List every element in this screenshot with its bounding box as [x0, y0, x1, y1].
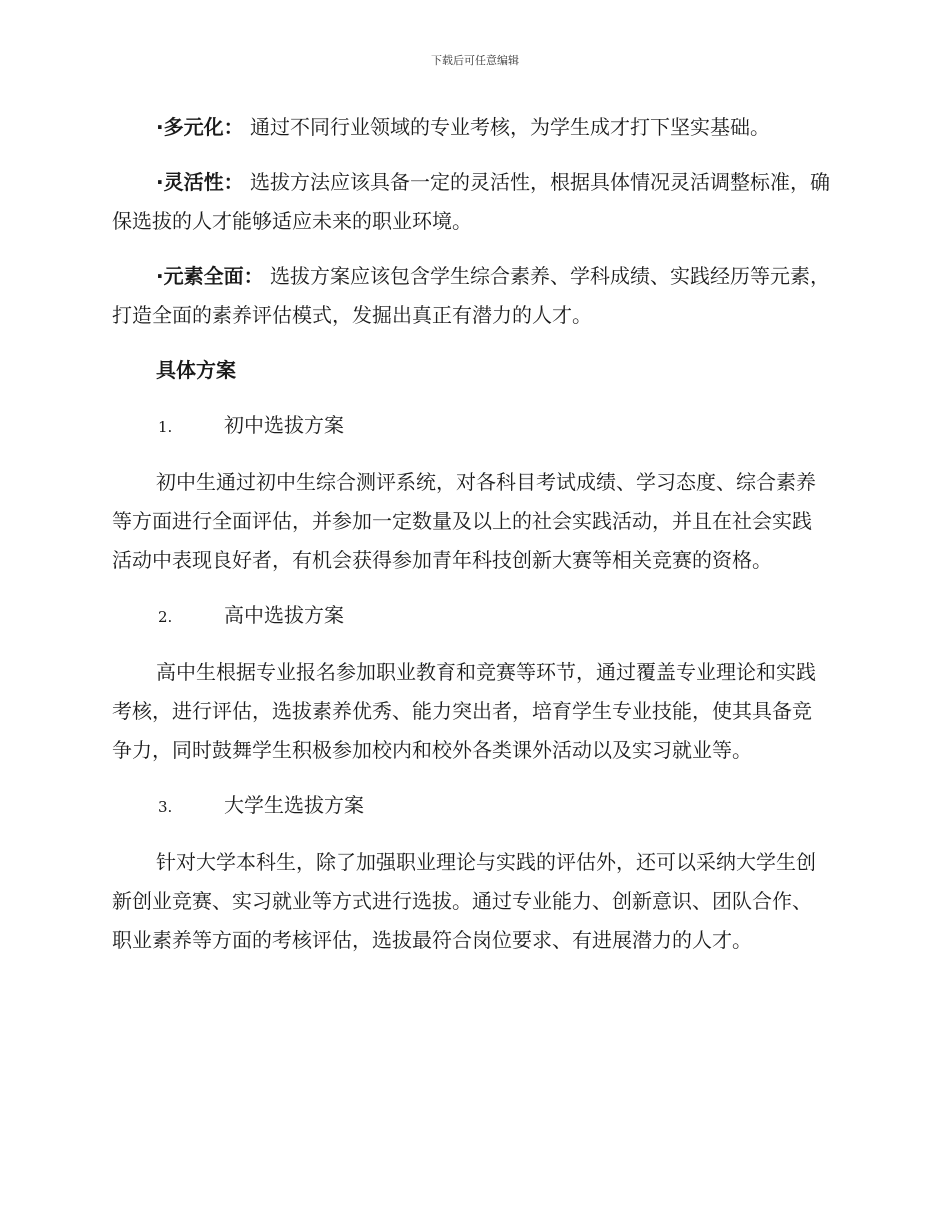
bullet-text: 通过不同行业领域的专业考核，为学生成才打下坚实基础。: [249, 115, 770, 139]
page-header: 下载后可任意编辑: [431, 54, 519, 67]
plan-title: 初中选拔方案: [224, 413, 344, 437]
plan-body-senior: 高中生根据专业报名参加职业教育和竞赛等环节，通过覆盖专业理论和实践考核，进行评估，选拔素养优秀、能力突出者，培育学生专业技能，使其具备竞争力，同时鼓舞学生积极参加校内和校外各类课外活动以及实习就业等。: [112, 660, 816, 762]
plan-heading-university: [112, 786, 830, 827]
plan-body-university: 针对大学本科生，除了加强职业理论与实践的评估外，还可以采纳大学生创新创业竞赛、实习就业等方式进行选拔。通过专业能力、创新意识、团队合作、职业素养等方面的考核评估，选拔最符合岗位要求、有进展潜力的人才。: [112, 850, 816, 952]
bullet-title: 灵活性：: [163, 170, 244, 194]
bullet-flexibility: [112, 163, 830, 241]
bullet-marker: ·: [156, 170, 164, 194]
bullet-comprehensive: [112, 257, 830, 335]
bullet-title: 多元化：: [163, 115, 244, 139]
bullet-marker: ·: [156, 264, 164, 288]
bullet-text: 选拔方法应该具备一定的灵活性，根据具体情况灵活调整标准，确保选拔的人才能够适应未来的职业环境。: [112, 170, 830, 233]
plan-body-junior: 初中生通过初中生综合测评系统，对各科目考试成绩、学习态度、综合素养等方面进行全面评估，并参加一定数量及以上的社会实践活动，并且在社会实践活动中表现良好者，有机会获得参加青年科技创新大赛等相关竞赛的资格。: [112, 470, 816, 572]
bullet-marker: ·: [156, 115, 164, 139]
plan-title: 高中选拔方案: [224, 603, 344, 627]
document-body: [112, 108, 830, 976]
bullet-diversification: [112, 108, 830, 147]
plan-number: 3.: [158, 798, 173, 816]
bullet-text: 选拔方案应该包含学生综合素养、学科成绩、实践经历等元素，打造全面的素养评估模式，发掘出真正有潜力的人才。: [112, 264, 830, 327]
plan-number: 1.: [158, 418, 173, 436]
plan-heading-senior: [112, 596, 830, 637]
bullet-title: 元素全面：: [163, 264, 264, 288]
plan-number: 2.: [158, 608, 173, 626]
section-heading: 具体方案: [156, 358, 236, 382]
plan-heading-junior: [112, 406, 830, 447]
plan-title: 大学生选拔方案: [224, 793, 364, 817]
